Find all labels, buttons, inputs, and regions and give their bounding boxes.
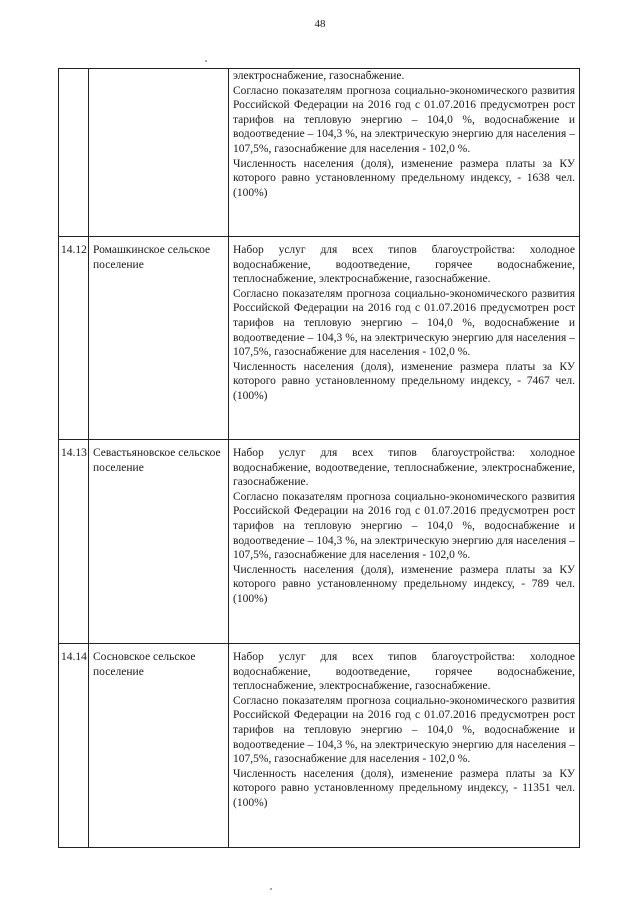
settlement-name-cell: Севастьяновское сельское поселение <box>89 440 229 644</box>
settlement-name-cell <box>89 69 229 237</box>
settlement-name-cell: Ромашкинское сельское поселение <box>89 237 229 440</box>
description-paragraph: Численность населения (доля), изменение размера платы за КУ которого равно установленному предельному индексу, - 11351 чел. (100%) <box>233 767 575 809</box>
description-paragraph: Набор услуг для всех типов благоустройства: холодное водоснабжение, водоотведение, горячее водоснабжение, теплоснабжение, электроснабжение, газоснабжение. <box>233 651 575 693</box>
table-row <box>59 237 580 440</box>
description-paragraph: Набор услуг для всех типов благоустройства: холодное водоснабжение, водоотведение, теплоснабжение, электроснабжение, газоснабжение. <box>233 447 575 489</box>
row-number-cell: 14.14 <box>59 644 89 848</box>
row-number-cell: 14.13 <box>59 440 89 644</box>
description-paragraph: Численность населения (доля), изменение размера платы за КУ которого равно установленному предельному индексу, - 789 чел. (100%) <box>233 563 575 605</box>
row-number-cell: 14.12 <box>59 237 89 440</box>
settlement-table <box>58 68 580 848</box>
description-cell <box>229 644 580 848</box>
scan-speck <box>270 888 272 890</box>
description-paragraph: электроснабжение, газоснабжение. <box>233 70 405 82</box>
description-paragraph: Согласно показателям прогноза социально-экономического развития Российской Федерации на 2016 год с 01.07.2016 предусмотрен рост тарифов на тепловую энергию – 104,0 %, водоснабжение и водоотведение – 104,3 %, на электрическую энергию для населения – 107,5%, газоснабжение для населения - 102,0 %. <box>233 490 575 562</box>
table-row <box>59 644 580 848</box>
table-row <box>59 69 580 237</box>
page-number: 48 <box>314 18 326 30</box>
description-cell <box>229 440 580 644</box>
description-paragraph: Набор услуг для всех типов благоустройства: холодное водоснабжение, водоотведение, горячее водоснабжение, теплоснабжение, электроснабжение, газоснабжение. <box>233 244 575 286</box>
description-paragraph: Численность населения (доля), изменение размера платы за КУ которого равно установленному предельному индексу, - 1638 чел. (100%) <box>233 157 575 199</box>
table-row <box>59 440 580 644</box>
description-paragraph: Согласно показателям прогноза социально-экономического развития Российской Федерации на 2016 год с 01.07.2016 предусмотрен рост тарифов на тепловую энергию – 104,0 %, водоснабжение и водоотведение – 104,3 %, на электрическую энергию для населения – 107,5%, газоснабжение для населения - 102,0 %. <box>233 84 575 155</box>
description-paragraph: Численность населения (доля), изменение размера платы за КУ которого равно установленному предельному индексу, - 7467 чел. (100%) <box>233 360 575 402</box>
description-paragraph: Согласно показателям прогноза социально-экономического развития Российской Федерации на 2016 год с 01.07.2016 предусмотрен рост тарифов на тепловую энергию – 104,0 %, водоснабжение и водоотведение – 104,3 %, на электрическую энергию для населения – 107,5%, газоснабжение для населения - 102,0 %. <box>233 287 575 359</box>
description-paragraph: Согласно показателям прогноза социально-экономического развития Российской Федерации на 2016 год с 01.07.2016 предусмотрен рост тарифов на тепловую энергию – 104,0 %, водоснабжение и водоотведение – 104,3 %, на электрическую энергию для населения – 107,5%, газоснабжение для населения - 102,0 %. <box>233 694 575 766</box>
settlement-name-cell: Сосновское сельское поселение <box>89 644 229 848</box>
scan-speck <box>205 60 207 62</box>
row-number-cell <box>59 69 89 237</box>
description-cell <box>229 69 580 237</box>
description-cell <box>229 237 580 440</box>
